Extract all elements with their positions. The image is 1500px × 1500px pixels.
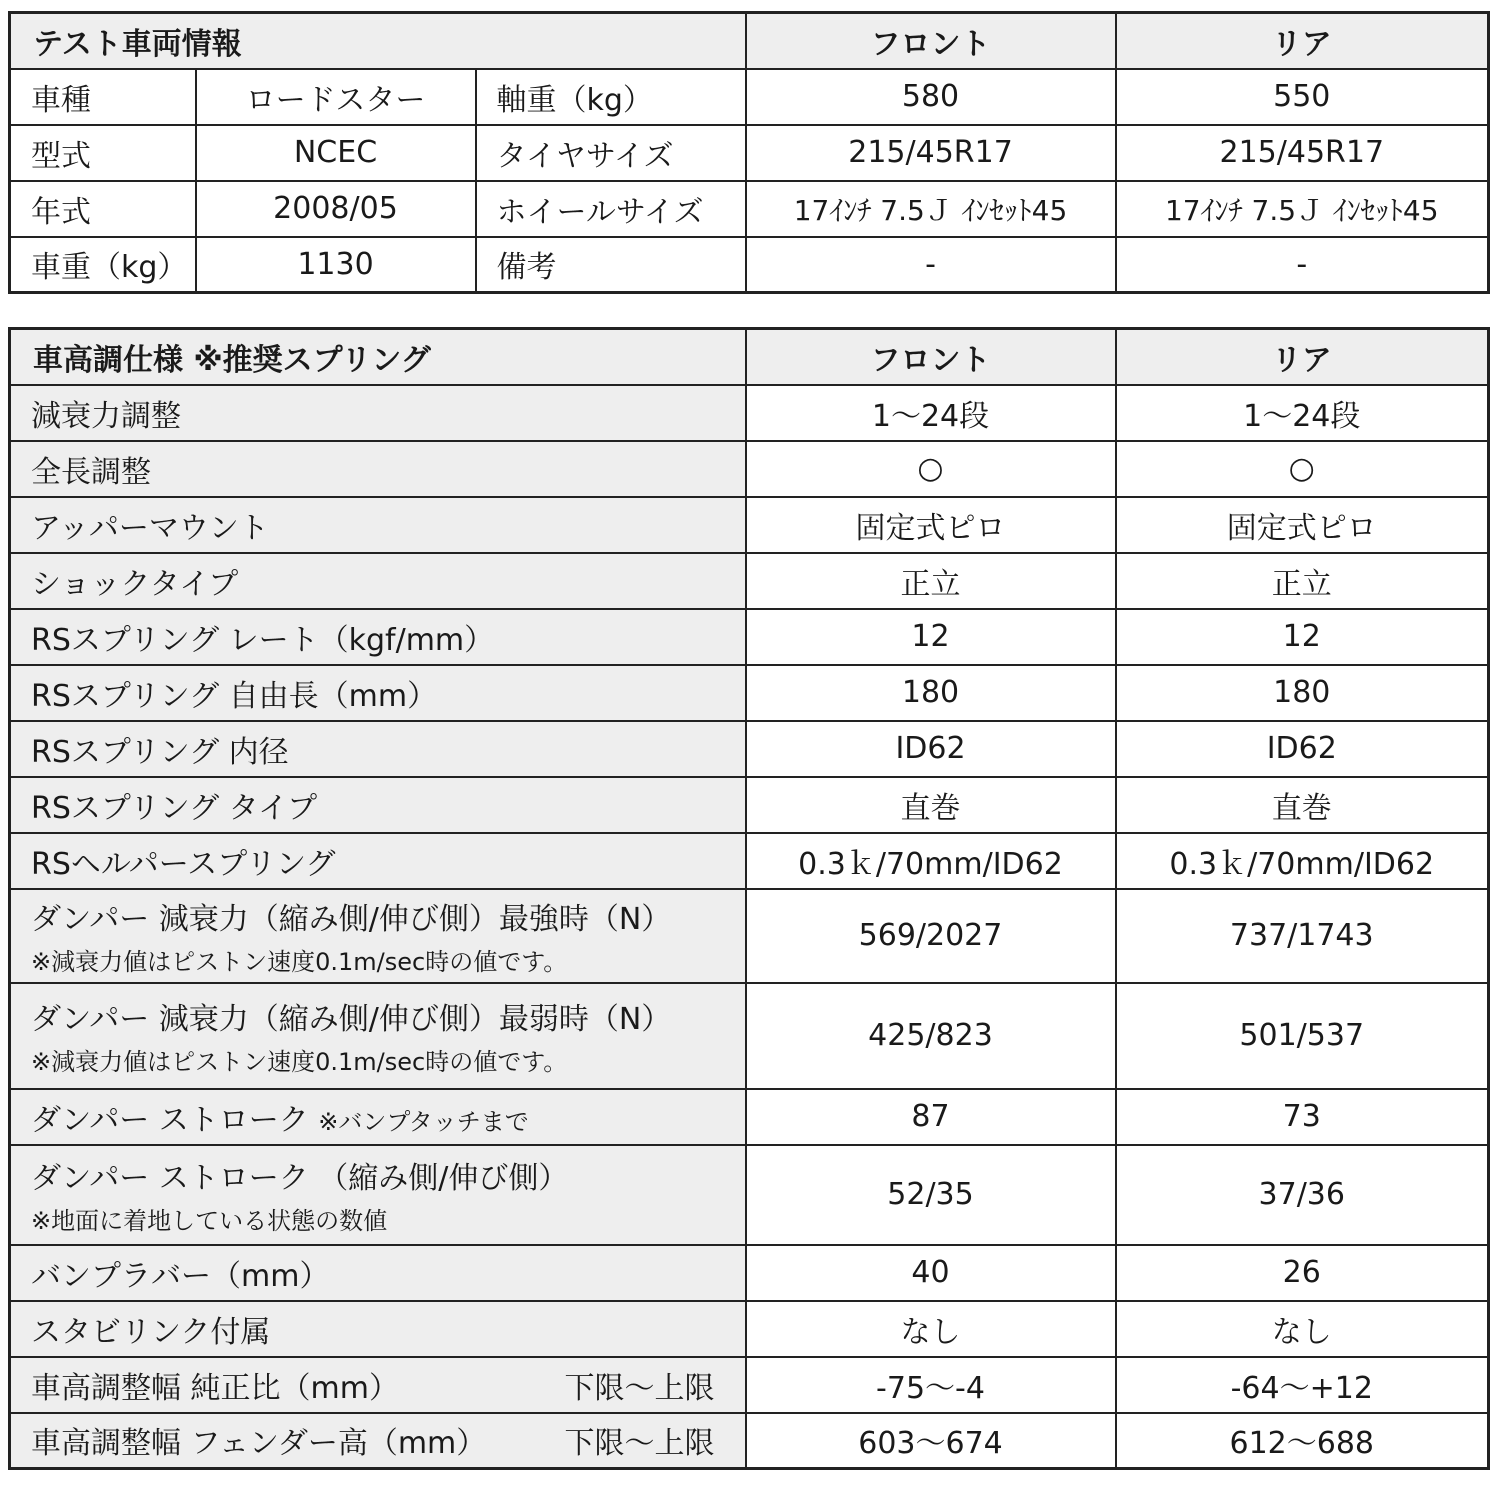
front-value: 215/45R17 <box>746 125 1116 181</box>
front-value: 40 <box>746 1245 1116 1301</box>
row-label: 車高調整幅 純正比（mm） <box>31 1370 399 1406</box>
front-value: 固定式ピロ <box>746 497 1116 553</box>
row-label: タイヤサイズ <box>476 125 746 181</box>
table-row <box>10 69 1489 125</box>
rear-value: 1～24段 <box>1116 385 1489 441</box>
front-value: 52/35 <box>746 1145 1116 1245</box>
row-label: ダンパー 減衰力（縮み側/伸び側）最強時（N） <box>31 902 672 937</box>
table-row <box>10 181 1489 237</box>
front-value: なし <box>746 1301 1116 1357</box>
row-label: RSスプリング タイプ <box>10 777 746 833</box>
row-label: 年式 <box>10 181 196 237</box>
spec-header-row <box>10 329 1489 385</box>
table-row <box>10 777 1489 833</box>
table-row <box>10 983 1489 1089</box>
rear-value: 直巻 <box>1116 777 1489 833</box>
rear-column-header: リア <box>1116 329 1489 385</box>
front-value: 0.3ｋ/70mm/ID62 <box>746 833 1116 889</box>
row-label: ダンパー 減衰力（縮み側/伸び側）最弱時（N） <box>31 1002 672 1037</box>
row-label: RSヘルパースプリング <box>10 833 746 889</box>
row-label-cell <box>10 1089 746 1145</box>
row-note: ※地面に着地している状態の数値 <box>31 1207 388 1235</box>
row-label: バンプラバー（mm） <box>10 1245 746 1301</box>
vehicle-info-header-row <box>10 13 1489 69</box>
table-row <box>10 609 1489 665</box>
row-label: 車重（kg） <box>10 237 196 293</box>
rear-value: - <box>1116 237 1489 293</box>
row-label: 車高調整幅 フェンダー高（mm） <box>31 1426 487 1462</box>
row-label: 減衰力調整 <box>10 385 746 441</box>
table-row <box>10 1301 1489 1357</box>
table-row <box>10 721 1489 777</box>
row-note: ※減衰力値はピストン速度0.1m/sec時の値です。 <box>31 1048 568 1076</box>
front-value: ID62 <box>746 721 1116 777</box>
row-label: RSスプリング 自由長（mm） <box>10 665 746 721</box>
row-value: 2008/05 <box>196 181 476 237</box>
rear-value: 12 <box>1116 609 1489 665</box>
rear-value: 正立 <box>1116 553 1489 609</box>
table-row <box>10 1089 1489 1145</box>
row-label: スタビリンク付属 <box>10 1301 746 1357</box>
row-label-cell <box>10 983 746 1089</box>
vehicle-info-table <box>8 11 1490 294</box>
rear-column-header: リア <box>1116 13 1489 69</box>
row-note: ※減衰力値はピストン速度0.1m/sec時の値です。 <box>31 948 568 976</box>
rear-value: 550 <box>1116 69 1489 125</box>
table-row <box>10 553 1489 609</box>
spec-title: 車高調仕様 ※推奨スプリング <box>10 329 746 385</box>
row-label: 軸重（kg） <box>476 69 746 125</box>
rear-value: 612～688 <box>1116 1413 1489 1469</box>
front-value: 425/823 <box>746 983 1116 1089</box>
front-value: 正立 <box>746 553 1116 609</box>
row-label: RSスプリング レート（kgf/mm） <box>10 609 746 665</box>
row-label: RSスプリング 内径 <box>10 721 746 777</box>
front-value: 87 <box>746 1089 1116 1145</box>
table-row <box>10 385 1489 441</box>
rear-value: ○ <box>1116 441 1489 497</box>
rear-value: 0.3ｋ/70mm/ID62 <box>1116 833 1489 889</box>
table-row <box>10 1245 1489 1301</box>
rear-value: 73 <box>1116 1089 1489 1145</box>
row-label: 型式 <box>10 125 196 181</box>
front-column-header: フロント <box>746 329 1116 385</box>
table-row <box>10 665 1489 721</box>
table-row <box>10 497 1489 553</box>
rear-value: 737/1743 <box>1116 889 1489 983</box>
table-row <box>10 237 1489 293</box>
row-label-tail: 下限～上限 <box>564 1370 715 1406</box>
rear-value: なし <box>1116 1301 1489 1357</box>
front-value: 580 <box>746 69 1116 125</box>
damper-spec-table <box>8 327 1490 1470</box>
front-value: ○ <box>746 441 1116 497</box>
table-row <box>10 889 1489 983</box>
vehicle-info-title: テスト車両情報 <box>10 13 746 69</box>
front-value: - <box>746 237 1116 293</box>
table-row <box>10 1145 1489 1245</box>
table-row <box>10 833 1489 889</box>
rear-value: 固定式ピロ <box>1116 497 1489 553</box>
front-value: 直巻 <box>746 777 1116 833</box>
row-value: ロードスター <box>196 69 476 125</box>
row-value: 1130 <box>196 237 476 293</box>
row-label: ショックタイプ <box>10 553 746 609</box>
rear-value: 180 <box>1116 665 1489 721</box>
rear-value: 501/537 <box>1116 983 1489 1089</box>
row-label: 備考 <box>476 237 746 293</box>
rear-value: 37/36 <box>1116 1145 1489 1245</box>
front-value: 17ｲﾝﾁ 7.5Ｊ ｲﾝｾｯﾄ45 <box>746 181 1116 237</box>
rear-value: 17ｲﾝﾁ 7.5Ｊ ｲﾝｾｯﾄ45 <box>1116 181 1489 237</box>
row-label-cell <box>10 889 746 983</box>
front-value: 180 <box>746 665 1116 721</box>
row-label: アッパーマウント <box>10 497 746 553</box>
row-label: ダンパー ストローク <box>31 1102 309 1138</box>
front-value: 1～24段 <box>746 385 1116 441</box>
row-label-cell <box>10 1357 746 1413</box>
table-row <box>10 441 1489 497</box>
rear-value: 215/45R17 <box>1116 125 1489 181</box>
row-label-cell <box>10 1145 746 1245</box>
table-row <box>10 1357 1489 1413</box>
row-label-tail: 下限～上限 <box>564 1426 715 1462</box>
row-label: 全長調整 <box>10 441 746 497</box>
front-value: 569/2027 <box>746 889 1116 983</box>
front-value: 12 <box>746 609 1116 665</box>
row-label-note: ※バンプタッチまで <box>318 1107 529 1136</box>
row-label-cell <box>10 1413 746 1469</box>
rear-value: -64～+12 <box>1116 1357 1489 1413</box>
front-column-header: フロント <box>746 13 1116 69</box>
row-value: NCEC <box>196 125 476 181</box>
rear-value: ID62 <box>1116 721 1489 777</box>
table-row <box>10 125 1489 181</box>
row-label: 車種 <box>10 69 196 125</box>
front-value: -75～-4 <box>746 1357 1116 1413</box>
rear-value: 26 <box>1116 1245 1489 1301</box>
row-label: ホイールサイズ <box>476 181 746 237</box>
row-label: ダンパー ストローク （縮み側/伸び側） <box>31 1161 569 1196</box>
table-row <box>10 1413 1489 1469</box>
front-value: 603～674 <box>746 1413 1116 1469</box>
